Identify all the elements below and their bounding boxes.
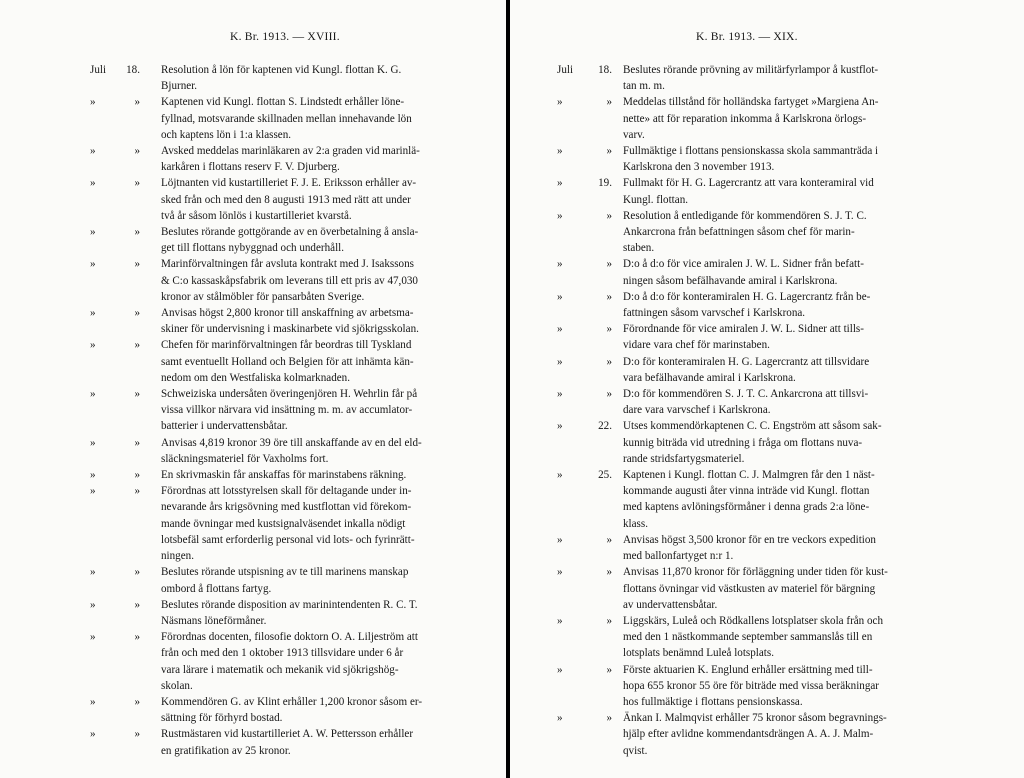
entry-month: » xyxy=(90,307,96,320)
entry-month: » xyxy=(90,485,96,498)
entry-month: » xyxy=(90,436,96,449)
entry-text: Resolution å entledigande för kommendören S. J. T. C. Ankarcrona från befattningen såsom chef för marin- staben. xyxy=(623,209,867,255)
entry-day: » xyxy=(134,631,140,644)
entry-row xyxy=(510,354,1024,386)
entry-text: Änkan I. Malmqvist erhåller 75 kronor såsom begravnings- hjälp efter avlidne kommendantsdrängen A. A. J. Malm- qvist. xyxy=(623,712,887,757)
entry-day: » xyxy=(134,728,140,741)
entry-row xyxy=(510,321,1024,353)
entry-row xyxy=(0,94,506,143)
entry-text: Liggskärs, Luleå och Rödkallens lotsplatser skola från och med den 1 nästkommande september sammanslås till en lotsplats benämnd Luleå lotsplats. xyxy=(623,614,884,660)
entry-day: » xyxy=(134,226,140,239)
entry-day: » xyxy=(606,712,612,725)
entry-row xyxy=(0,305,506,337)
entry-text: Förordnande för vice amiralen J. W. L. Sidner att tills- vidare vara chef för marinstaben. xyxy=(623,323,864,352)
entry-day: » xyxy=(134,339,140,352)
entry-month: » xyxy=(90,728,96,741)
entry-month: » xyxy=(557,290,563,303)
entry-day: » xyxy=(606,96,612,109)
entry-text: Fullmakt för H. G. Lagercrantz att vara konteramiral vid Kungl. flottan. xyxy=(623,177,874,206)
entry-text: Schweiziska undersåten överingenjören H. Wehrlin får på vissa villkor närvara vid insättning m. m. av accumlator- batterier i undervattensbåtar. xyxy=(161,388,418,433)
entry-text: Beslutes rörande gottgörande av en överbetalning å ansla- get till flottans nybyggnad och underhåll. xyxy=(161,226,419,255)
entry-day: 25. xyxy=(598,469,612,482)
entry-text: D:o å d:o för vice amiralen J. W. L. Sidner från befatt- ningen såsom befälhavande amiral i Karlskrona. xyxy=(623,258,864,287)
entry-row xyxy=(0,629,506,694)
entry-row xyxy=(0,256,506,305)
entry-day: » xyxy=(134,258,140,271)
entry-day: » xyxy=(606,258,612,271)
entry-text: Anvisas 11,870 kronor för förläggning under tiden för kust- flottans övningar vid västkusten av materiel för bärgning av undervattensbåtar. xyxy=(623,566,888,611)
entry-month: » xyxy=(90,388,96,401)
entry-text: Meddelas tillstånd för holländska fartyget »Margiena An- nette» att för reparation inkomma å Karlskrona örlogs- varv. xyxy=(623,96,879,141)
entry-row xyxy=(510,564,1024,613)
entry-month: » xyxy=(90,469,96,482)
entry-row xyxy=(0,175,506,224)
entry-day: » xyxy=(606,323,612,336)
entry-row xyxy=(510,256,1024,288)
entry-month: » xyxy=(557,258,563,271)
entry-day: » xyxy=(606,355,612,368)
entry-day: » xyxy=(134,177,140,190)
entry-month: » xyxy=(557,420,563,433)
entry-text: Chefen för marinförvaltningen får beordras till Tyskland samt eventuellt Holland och Belgien för att inhämta kän- nedom om den Westfaliska kolmarknaden. xyxy=(161,339,414,384)
entry-day: » xyxy=(606,663,612,676)
entry-day: » xyxy=(134,598,140,611)
entry-text: Resolution å lön för kaptenen vid Kungl. flottan K. G. Bjurner. xyxy=(161,64,402,93)
entry-month: » xyxy=(90,695,96,708)
entry-row xyxy=(510,418,1024,467)
entry-text: Löjtnanten vid kustartilleriet F. J. E. Eriksson erhåller av- sked från och med den 8 augusti 1913 med rätt att under två år såsom lönlös i kustartilleriet kvarstå. xyxy=(161,177,417,222)
entry-month: » xyxy=(557,663,563,676)
entry-text: Rustmästaren vid kustartilleriet A. W. Pettersson erhåller en gratifikation av 25 kronor. xyxy=(161,728,414,757)
entry-month: » xyxy=(557,96,563,109)
entry-month: » xyxy=(90,258,96,271)
entry-text: D:o å d:o för konteramiralen H. G. Lagercrantz från be- fattningen såsom varvschef i Karlskrona. xyxy=(623,290,871,320)
entry-day: » xyxy=(606,533,612,546)
entry-day: » xyxy=(606,566,612,579)
entry-day: » xyxy=(134,96,140,109)
entry-text: Förordnas docenten, filosofie doktorn O. A. Liljeström att från och med den 1 oktober 1913 tillsvidare under 6 år vara lärare i matematik och mekanik vid sjökrigshög- skolan. xyxy=(161,631,418,692)
entry-row xyxy=(510,532,1024,564)
entry-row xyxy=(510,386,1024,418)
entry-text: Marinförvaltningen får avsluta kontrakt med J. Isakssons & C:o kassaskåpsfabrik om leverans till ett pris av 47,030 kronor av stålmöbler för pansarbåten Sverige. xyxy=(161,258,418,303)
entry-list xyxy=(510,62,1024,759)
left-page xyxy=(0,0,506,778)
page-header: K. Br. 1913. — XVIII. xyxy=(230,30,340,43)
entry-day: » xyxy=(606,145,612,158)
entry-text: Beslutes rörande disposition av marinintendenten R. C. T. Näsmans löneförmåner. xyxy=(161,598,418,627)
entry-row xyxy=(0,467,506,483)
entry-day: » xyxy=(134,485,140,498)
entry-day: » xyxy=(134,145,140,158)
entry-row xyxy=(510,662,1024,711)
entry-day: » xyxy=(606,388,612,401)
entry-day: » xyxy=(606,290,612,303)
entry-month: » xyxy=(90,96,96,109)
entry-month: » xyxy=(90,631,96,644)
entry-row xyxy=(0,224,506,256)
entry-month: » xyxy=(557,145,563,158)
entry-row xyxy=(0,564,506,596)
entry-text: Beslutes rörande prövning av militärfyrlampor å kustflot- tan m. m. xyxy=(623,64,879,93)
entry-row xyxy=(0,694,506,726)
entry-text: Förste aktuarien K. Englund erhåller ersättning med till- hopa 655 kronor 55 öre för biträde med vissa beräkningar hos fullmäktige i flottans pensionskassa. xyxy=(623,663,880,708)
entry-text: Anvisas högst 3,500 kronor för en tre veckors expedition med ballonfartyget n:r 1. xyxy=(623,533,876,563)
entry-month: » xyxy=(557,355,563,368)
entry-day: 22. xyxy=(598,420,612,433)
entry-row xyxy=(0,62,506,94)
entry-month: » xyxy=(90,177,96,190)
entry-day: » xyxy=(134,566,140,579)
entry-text: Avsked meddelas marinläkaren av 2:a graden vid marinlä- karkåren i flottans reserv F. V. Djurberg. xyxy=(161,145,420,174)
entry-text: D:o för konteramiralen H. G. Lagercrantz att tillsvidare vara befälhavande amiral i Karlskrona. xyxy=(623,355,870,384)
entry-text: Kommendören G. av Klint erhåller 1,200 kronor såsom er- sättning för förhyrd bostad. xyxy=(161,695,423,725)
right-page xyxy=(510,0,1024,778)
entry-text: Beslutes rörande utspisning av te till marinens manskap ombord å flottans fartyg. xyxy=(161,566,409,595)
entry-day: » xyxy=(606,614,612,627)
entry-day: 19. xyxy=(598,177,612,190)
entry-day: 18. xyxy=(126,64,140,76)
entry-month: Juli xyxy=(90,64,107,76)
entry-text: Anvisas högst 2,800 kronor till anskaffning av arbetsma- skiner för undervisning i maskinarbete vid sjökrigsskolan. xyxy=(161,307,419,336)
entry-row xyxy=(0,435,506,467)
entry-row xyxy=(510,62,1024,94)
entry-day: » xyxy=(134,388,140,401)
entry-list xyxy=(0,62,506,759)
entry-month: » xyxy=(557,712,563,725)
entry-month: » xyxy=(90,566,96,579)
entry-row xyxy=(0,337,506,386)
entry-text: Kaptenen vid Kungl. flottan S. Lindstedt erhåller löne- fyllnad, motsvarande skillnaden mellan innehavande lön och kaptens lön i 1:a klassen. xyxy=(161,96,412,141)
entry-row xyxy=(510,94,1024,143)
entry-month: » xyxy=(557,566,563,579)
entry-row xyxy=(0,483,506,564)
entry-month: » xyxy=(557,469,563,482)
entry-month: » xyxy=(557,323,563,336)
entry-text: D:o för kommendören S. J. T. C. Ankarcrona att tillsvi- dare vara varvschef i Karlskrona. xyxy=(623,388,869,417)
entry-month: » xyxy=(557,177,563,190)
entry-month: » xyxy=(557,533,563,546)
entry-day: » xyxy=(134,469,140,482)
entry-day: » xyxy=(134,436,140,449)
entry-month: » xyxy=(557,614,563,627)
entry-row xyxy=(510,710,1024,759)
entry-row xyxy=(0,143,506,175)
entry-row xyxy=(510,467,1024,532)
entry-row xyxy=(510,175,1024,207)
page-header: K. Br. 1913. — XIX. xyxy=(696,30,798,43)
entry-day: » xyxy=(134,307,140,320)
entry-month: » xyxy=(557,209,563,222)
entry-text: Anvisas 4,819 kronor 39 öre till anskaffande av en del eld- släckningsmateriel för Vaxholms fort. xyxy=(161,436,422,465)
entry-month: » xyxy=(90,145,96,158)
entry-text: Utses kommendörkaptenen C. C. Engström att såsom sak- kunnig biträda vid utredning i fråga om flottans nuva- rande stridsfartygsmateriel. xyxy=(623,420,882,465)
entry-text: Fullmäktige i flottans pensionskassa skola sammanträda i Karlskrona den 3 november 1913. xyxy=(623,145,879,174)
entry-row xyxy=(510,208,1024,257)
entry-row xyxy=(510,143,1024,175)
entry-row xyxy=(0,726,506,758)
entry-day: » xyxy=(134,695,140,708)
entry-month: » xyxy=(90,339,96,352)
entry-row xyxy=(0,597,506,629)
entry-text: Kaptenen i Kungl. flottan C. J. Malmgren får den 1 näst- kommande augusti åter vinna inträde vid Kungl. flottan med kaptens avlöningsförmåner i denna grads 2:a löne- klass. xyxy=(623,469,875,530)
entry-row xyxy=(510,289,1024,321)
entry-row xyxy=(0,386,506,435)
entry-month: Juli xyxy=(557,64,574,76)
entry-month: » xyxy=(90,598,96,611)
entry-day: 18. xyxy=(598,64,612,76)
entry-day: » xyxy=(606,209,612,222)
entry-month: » xyxy=(557,388,563,401)
entry-row xyxy=(510,613,1024,662)
entry-text: Förordnas att lotsstyrelsen skall för deltagande under in- nevarande års krigsövning med kustflottan vid förekom- mande övningar med kustsignalväsendet inkalla nödigt lotsbefäl samt erforderlig personal vid lots- och fyrinrätt- ningen. xyxy=(161,485,415,563)
entry-month: » xyxy=(90,226,96,239)
entry-text: En skrivmaskin får anskaffas för marinstabens räkning. xyxy=(161,469,407,482)
